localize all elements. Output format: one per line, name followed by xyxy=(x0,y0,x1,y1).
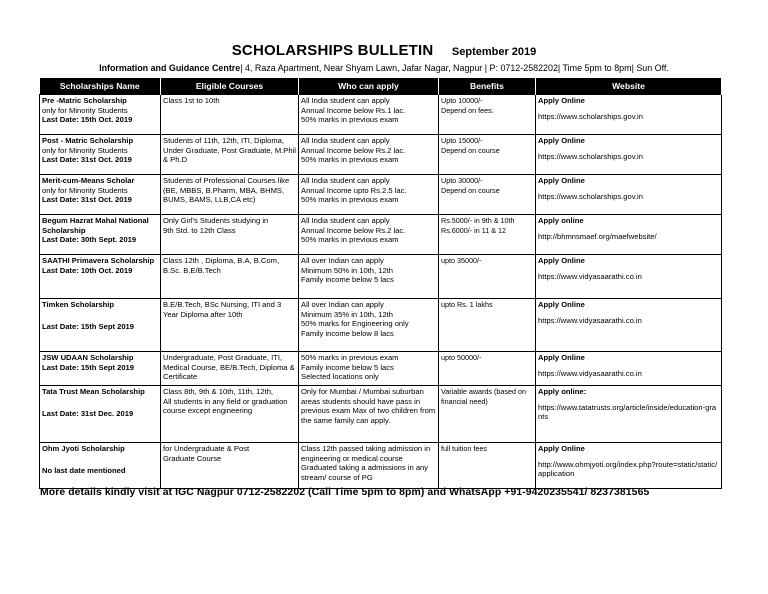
org-details: | 4, Raza Apartment, Near Shyam Lawn, Jafar Nagar, Nagpur | P: 0712-2582202| Time 5pm to 8pm| Sun Off. xyxy=(240,63,669,73)
cell-website xyxy=(536,299,722,352)
cell-benefits xyxy=(439,299,536,352)
cell-who-can-apply xyxy=(299,215,439,255)
cell-website xyxy=(536,175,722,215)
apply-online-label: Apply Online xyxy=(538,96,585,105)
who-can-apply-text: Class 12th passed taking admission in engineering or medical course Graduated taking a admissions in any stream/ course of PG xyxy=(301,444,431,482)
org-info-line xyxy=(12,63,757,73)
cell-eligible-courses xyxy=(161,95,299,135)
benefits-text: Upto 30000/- Depend on course xyxy=(441,176,500,195)
table-row xyxy=(40,215,722,255)
website-link[interactable]: http://bhmnsmaef.org/maefwebsite/ xyxy=(538,231,657,241)
cell-who-can-apply xyxy=(299,386,439,443)
footer-note: More details kindly visit at IGC Nagpur 0712-2582202 (Call Time 5pm to 8pm) and WhatsApp +91-9420235541/ 8237381565 xyxy=(40,487,650,498)
who-can-apply-text: All India student can apply Annual Income below Rs.2 lac. 50% marks in previous exam xyxy=(301,216,406,245)
cell-benefits xyxy=(439,215,536,255)
eligible-courses-text: Class 8th, 9th & 10th, 11th, 12th, All students in any field or graduation course except engineering xyxy=(163,387,288,416)
table-row xyxy=(40,95,722,135)
apply-online-label: Apply online: xyxy=(538,387,587,396)
eligible-courses-text: Students of 11th, 12th, ITI, Diploma, Under Graduate, Post Graduate, M.Phil & Ph.D xyxy=(163,136,296,165)
website-link[interactable]: https://www.vidyasaarathi.co.in xyxy=(538,271,642,281)
table-row xyxy=(40,352,722,386)
cell-benefits xyxy=(439,352,536,386)
scholarship-eligibility-note: only for Minority Students xyxy=(42,145,128,155)
scholarship-name: Timken Scholarship xyxy=(42,300,115,309)
who-can-apply-text: All India student can apply Annual Income below Rs.1 lac. 50% marks in previous exam xyxy=(301,96,406,125)
who-can-apply-text: All over Indian can apply Minimum 35% in 10th, 12th 50% marks for Engineering only Family income below 8 lacs xyxy=(301,300,409,338)
column-header: Scholarships Name xyxy=(40,78,161,95)
table-body xyxy=(40,95,722,489)
bulletin-date: September 2019 xyxy=(451,46,537,58)
cell-eligible-courses xyxy=(161,175,299,215)
cell-eligible-courses xyxy=(161,215,299,255)
benefits-text: upto 35000/- xyxy=(441,256,482,265)
cell-benefits xyxy=(439,95,536,135)
scholarship-name: Ohm Jyoti Scholarship xyxy=(42,444,125,453)
scholarship-name: Post - Matric Scholarship xyxy=(42,136,134,145)
table-row xyxy=(40,175,722,215)
cell-benefits xyxy=(439,175,536,215)
scholarship-deadline: Last Date: 10th Oct. 2019 xyxy=(42,265,133,275)
cell-who-can-apply xyxy=(299,255,439,299)
eligible-courses-text: Undergraduate, Post Graduate, ITI, Medical Course, BE/B.Tech, Diploma & Certificate xyxy=(163,353,295,382)
website-link[interactable]: https://www.scholarships.gov.in xyxy=(538,191,643,201)
benefits-text: upto 50000/- xyxy=(441,353,482,362)
website-link[interactable]: https://www.tatatrusts.org/article/inside/education-grants xyxy=(538,402,717,422)
scholarship-deadline: Last Date: 31st Oct. 2019 xyxy=(42,155,132,165)
cell-scholarship-name xyxy=(40,95,161,135)
cell-who-can-apply xyxy=(299,175,439,215)
who-can-apply-text: 50% marks in previous exam Family income below 5 lacs Selected locations only xyxy=(301,353,399,382)
cell-scholarship-name xyxy=(40,299,161,352)
apply-online-label: Apply online xyxy=(538,216,584,225)
cell-who-can-apply xyxy=(299,299,439,352)
eligible-courses-text: for Undergraduate & Post Graduate Course xyxy=(163,444,250,463)
cell-website xyxy=(536,215,722,255)
benefits-text: full tuition fees xyxy=(441,444,487,453)
benefits-text: upto Rs. 1 lakhs xyxy=(441,300,493,309)
scholarship-name: SAATHI Primavera Scholarship xyxy=(42,256,155,265)
cell-website xyxy=(536,255,722,299)
table-row xyxy=(40,135,722,175)
apply-online-label: Apply Online xyxy=(538,176,585,185)
benefits-text: Upto 10000/- Depend on fees. xyxy=(441,96,494,115)
cell-scholarship-name xyxy=(40,215,161,255)
cell-eligible-courses xyxy=(161,299,299,352)
scholarship-deadline: Last Date: 30th Sept. 2019 xyxy=(42,235,137,245)
cell-website xyxy=(536,95,722,135)
apply-online-label: Apply Online xyxy=(538,256,585,265)
cell-eligible-courses xyxy=(161,443,299,489)
eligible-courses-text: B.E/B.Tech, BSc Nursing, ITI and 3 Year Diploma after 10th xyxy=(163,300,282,319)
cell-website xyxy=(536,443,722,489)
column-header: Who can apply xyxy=(299,78,439,95)
cell-scholarship-name xyxy=(40,175,161,215)
website-link[interactable]: http://www.ohmjyoti.org/index.php?route=static/static/application xyxy=(538,459,718,479)
scholarship-eligibility-note: only for Minority Students xyxy=(42,105,128,115)
website-link[interactable]: https://www.scholarships.gov.in xyxy=(538,111,643,121)
cell-scholarship-name xyxy=(40,443,161,489)
cell-website xyxy=(536,135,722,175)
cell-website xyxy=(536,352,722,386)
scholarship-table xyxy=(39,78,722,489)
benefits-text: Rs.5000/- in 9th & 10th Rs.6000/- in 11 & 12 xyxy=(441,216,515,235)
cell-eligible-courses xyxy=(161,255,299,299)
scholarship-name: JSW UDAAN Scholarship xyxy=(42,353,134,362)
benefits-text: Upto 15000/- Depend on course xyxy=(441,136,500,155)
website-link[interactable]: https://www.vidyasaarathi.co.in xyxy=(538,368,642,378)
table-header-row xyxy=(40,78,722,95)
scholarship-name: Tata Trust Mean Scholarship xyxy=(42,387,145,396)
scholarship-name: Begum Hazrat Mahal National Scholarship xyxy=(42,216,149,235)
column-header: Website xyxy=(536,78,722,95)
benefits-text: Variable awards (based on financial need) xyxy=(441,387,526,406)
eligible-courses-text: Class 1st to 10th xyxy=(163,96,220,105)
cell-scholarship-name xyxy=(40,135,161,175)
org-name: Information and Guidance Centre xyxy=(99,63,241,73)
who-can-apply-text: Only for Mumbai / Mumbai suburban areas students should have pass in previous exam Max of two children from the same family can apply. xyxy=(301,387,436,425)
cell-eligible-courses xyxy=(161,386,299,443)
cell-benefits xyxy=(439,443,536,489)
scholarship-deadline: No last date mentioned xyxy=(42,465,126,475)
cell-scholarship-name xyxy=(40,386,161,443)
cell-scholarship-name xyxy=(40,352,161,386)
scholarship-deadline: Last Date: 15th Oct. 2019 xyxy=(42,115,133,125)
website-link[interactable]: https://www.vidyasaarathi.co.in xyxy=(538,315,642,325)
eligible-courses-text: Class 12th , Diploma, B.A, B.Com, B.Sc. B.E/B.Tech xyxy=(163,256,280,275)
cell-benefits xyxy=(439,255,536,299)
apply-online-label: Apply Online xyxy=(538,444,585,453)
apply-online-label: Apply Online xyxy=(538,353,585,362)
table-row xyxy=(40,386,722,443)
cell-who-can-apply xyxy=(299,95,439,135)
scholarship-deadline: Last Date: 31st Dec. 2019 xyxy=(42,408,134,418)
cell-who-can-apply xyxy=(299,135,439,175)
scholarship-name: Merit-cum-Means Scholar xyxy=(42,176,135,185)
scholarship-deadline: Last Date: 15th Sept 2019 xyxy=(42,362,135,372)
who-can-apply-text: All India student can apply Annual Income below Rs.2 lac. 50% marks in previous exam xyxy=(301,136,406,165)
cell-eligible-courses xyxy=(161,352,299,386)
column-header: Eligible Courses xyxy=(161,78,299,95)
who-can-apply-text: All India student can apply Annual Income upto Rs.2.5 lac. 50% marks in previous exam xyxy=(301,176,407,205)
cell-who-can-apply xyxy=(299,443,439,489)
scholarship-deadline: Last Date: 31st Oct. 2019 xyxy=(42,195,132,205)
cell-benefits xyxy=(439,386,536,443)
scholarship-eligibility-note: only for Minority Students xyxy=(42,185,128,195)
cell-website xyxy=(536,386,722,443)
page-title: SCHOLARSHIPS BULLETIN xyxy=(231,42,434,59)
eligible-courses-text: Students of Professional Courses like (BE, MBBS, B.Pharm, MBA, BHMS, BUMS, BAMS, LLB,CA etc) xyxy=(163,176,290,205)
table-row xyxy=(40,299,722,352)
apply-online-label: Apply Online xyxy=(538,136,585,145)
who-can-apply-text: All over Indian can apply Minimum 50% in 10th, 12th Family income below 5 lacs xyxy=(301,256,394,285)
apply-online-label: Apply Online xyxy=(538,300,585,309)
column-header: Benefits xyxy=(439,78,536,95)
website-link[interactable]: https://www.scholarships.gov.in xyxy=(538,151,643,161)
cell-who-can-apply xyxy=(299,352,439,386)
table-row xyxy=(40,443,722,489)
scholarship-name: Pre -Matric Scholarship xyxy=(42,96,127,105)
cell-scholarship-name xyxy=(40,255,161,299)
cell-eligible-courses xyxy=(161,135,299,175)
bulletin-title-line xyxy=(0,42,768,60)
cell-benefits xyxy=(439,135,536,175)
table-row xyxy=(40,255,722,299)
scholarship-deadline: Last Date: 15th Sept 2019 xyxy=(42,321,135,331)
eligible-courses-text: Only Girl's Students studying in 9th Std. to 12th Class xyxy=(163,216,269,235)
